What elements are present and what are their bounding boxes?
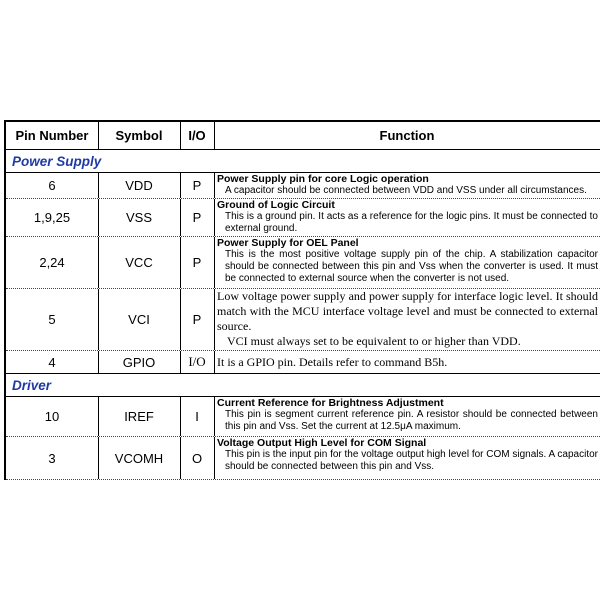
function-body: This pin is segment current reference pin. A resistor should be connected between this pin and Vss. Set the current at 12.5μA maximum. [225,409,598,432]
symbol: VSS [125,210,152,225]
pin-number: 6 [48,178,56,193]
io-type: I/O [188,354,206,369]
function-body: This is the most positive voltage supply pin of the chip. A stabilization capacitor should be connected between this pin and Vss when the converter is used. It must be connected to external source when the converter is not used. [225,249,598,284]
function-title: Power Supply for OEL Panel [217,237,359,249]
table-row [6,237,600,289]
pin-number: 2,24 [39,255,65,270]
function-cell [214,351,600,373]
section-driver [6,374,600,397]
symbol: VDD [125,178,153,193]
function-cell [214,289,600,350]
function-cell [214,173,600,198]
function-title: Current Reference for Brightness Adjustment [217,397,444,409]
header-function: Function [379,128,435,143]
function-cell [214,397,600,436]
symbol: GPIO [122,354,156,370]
symbol: VCC [125,255,153,270]
pin-number: 10 [44,409,60,424]
function-title: Voltage Output High Level for COM Signal [217,437,427,449]
table-row [6,437,600,480]
symbol: IREF [124,409,154,424]
table-row [6,173,600,199]
section-power-supply [6,150,600,173]
pin-number: 1,9,25 [33,210,71,225]
symbol: VCI [128,312,150,327]
table-row [6,289,600,351]
function-body: Low voltage power supply and power supply for interface logic level. It should match with the MCU interface voltage level and must be connected to external source. [217,289,598,333]
pin-number: 3 [48,450,56,466]
function-title: Power Supply pin for core Logic operation [217,173,429,185]
section-title: Driver [12,377,52,393]
table-header [6,122,600,150]
table-row [6,397,600,437]
io-type: I [195,409,199,424]
header-symbol: Symbol [115,128,163,143]
function-note: VCI must always set to be equivalent to or higher than VDD. [227,334,521,348]
header-pin-number: Pin Number [15,128,89,143]
table-row [6,351,600,374]
pin-number: 4 [48,354,56,370]
io-type: P [192,210,202,225]
io-type: P [192,178,202,193]
pin-number: 5 [48,312,56,327]
function-body: It is a GPIO pin. Details refer to command B5h. [217,354,448,369]
function-body: This is a ground pin. It acts as a reference for the logic pins. It must be connected to external ground. [225,211,598,234]
function-cell [214,437,600,479]
io-type: P [192,312,202,327]
header-io: I/O [188,128,206,143]
function-title: Ground of Logic Circuit [217,199,335,211]
section-title: Power Supply [12,153,102,169]
io-type: O [191,450,203,466]
function-body: This pin is the input pin for the voltage output high level for COM signals. A capacitor should be connected between this pin and Vss. [225,449,598,472]
io-type: P [192,255,202,270]
symbol: VCOMH [114,450,164,466]
table-row [6,199,600,237]
pin-description-table [4,120,600,480]
function-cell [214,199,600,236]
function-cell [214,237,600,288]
function-body: A capacitor should be connected between VDD and VSS under all circumstances. [225,185,587,196]
